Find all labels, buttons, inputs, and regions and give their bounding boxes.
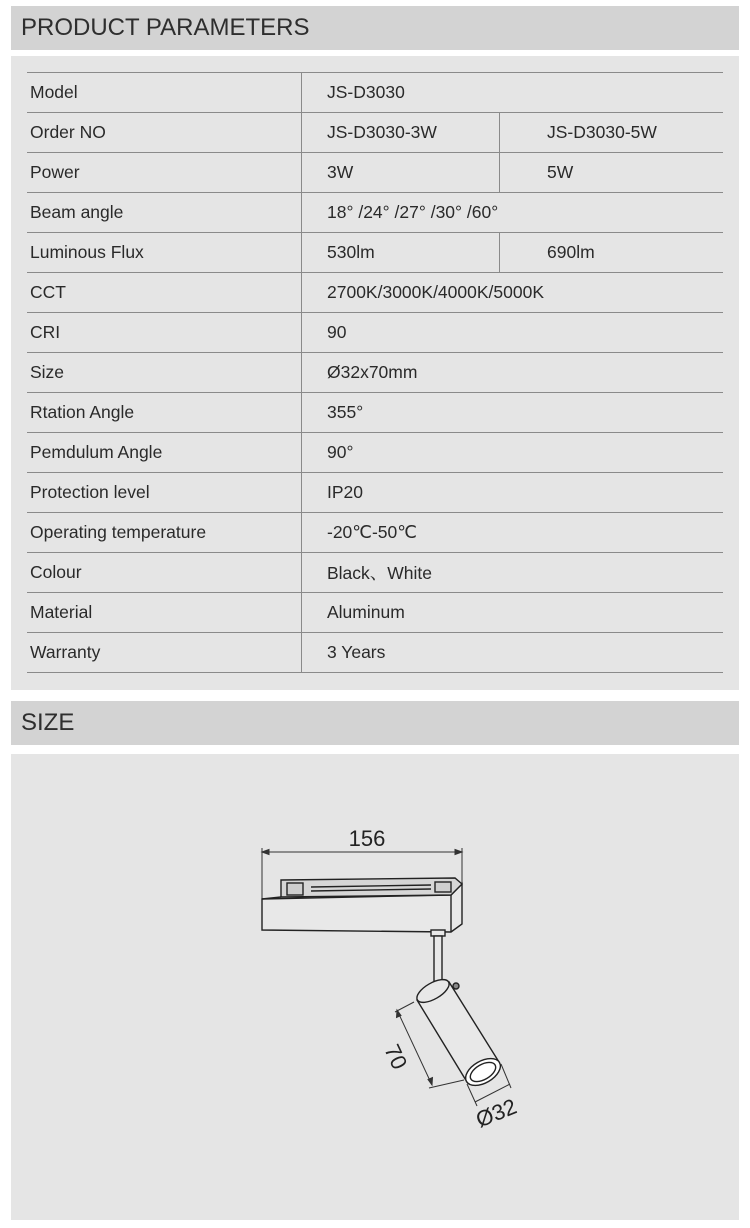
spec-row	[27, 313, 723, 353]
spec-row	[27, 193, 723, 233]
spec-value-secondary: JS-D3030-5W	[500, 113, 724, 153]
spec-label: Material	[27, 593, 302, 633]
spec-value: 90	[302, 313, 724, 353]
spec-row	[27, 513, 723, 553]
spec-label: Luminous Flux	[27, 233, 302, 273]
spec-value: 18° /24° /27° /30° /60°	[302, 193, 724, 233]
spec-row	[27, 553, 723, 593]
spec-value: 2700K/3000K/4000K/5000K	[302, 273, 724, 313]
spec-value: JS-D3030-3W	[302, 113, 500, 153]
spec-row	[27, 593, 723, 633]
spec-value-secondary: 690lm	[500, 233, 724, 273]
spec-value: Ø32x70mm	[302, 353, 724, 393]
spec-row	[27, 393, 723, 433]
size-title: SIZE	[11, 701, 739, 745]
spec-value: JS-D3030	[302, 73, 724, 113]
track-adapter	[262, 878, 462, 932]
spec-value-secondary: 5W	[500, 153, 724, 193]
spec-label: Rtation Angle	[27, 393, 302, 433]
spec-label: Pemdulum Angle	[27, 433, 302, 473]
spec-value: 3 Years	[302, 633, 724, 673]
spec-row	[27, 113, 723, 153]
diameter-value: Ø32	[472, 1093, 521, 1133]
spec-label: Beam angle	[27, 193, 302, 233]
spec-row	[27, 473, 723, 513]
spec-table	[27, 72, 723, 673]
spec-row	[27, 433, 723, 473]
spec-label: Warranty	[27, 633, 302, 673]
length-value: 70	[379, 1040, 413, 1074]
spec-label: Protection level	[27, 473, 302, 513]
width-value: 156	[348, 826, 386, 851]
spec-row	[27, 73, 723, 113]
spec-label: Size	[27, 353, 302, 393]
spec-value: 90°	[302, 433, 724, 473]
spec-row	[27, 153, 723, 193]
spec-label: Colour	[27, 553, 302, 593]
product-parameters-title: PRODUCT PARAMETERS	[11, 6, 739, 50]
spec-value: -20℃-50℃	[302, 513, 724, 553]
spec-label: CCT	[27, 273, 302, 313]
spec-value: IP20	[302, 473, 724, 513]
parameters-panel	[11, 56, 739, 690]
spec-value: Aluminum	[302, 593, 724, 633]
spec-row	[27, 233, 723, 273]
size-panel	[11, 754, 739, 1220]
spec-value: 3W	[302, 153, 500, 193]
spec-label: Operating temperature	[27, 513, 302, 553]
spec-label: CRI	[27, 313, 302, 353]
spec-value: Black、White	[302, 553, 724, 593]
spec-label: Power	[27, 153, 302, 193]
stem	[431, 930, 445, 982]
spec-label: Order NO	[27, 113, 302, 153]
spec-value: 530lm	[302, 233, 500, 273]
spec-row	[27, 353, 723, 393]
dimension-drawing	[11, 754, 739, 1220]
spec-row	[27, 633, 723, 673]
spec-value: 355°	[302, 393, 724, 433]
spec-row	[27, 273, 723, 313]
spec-label: Model	[27, 73, 302, 113]
